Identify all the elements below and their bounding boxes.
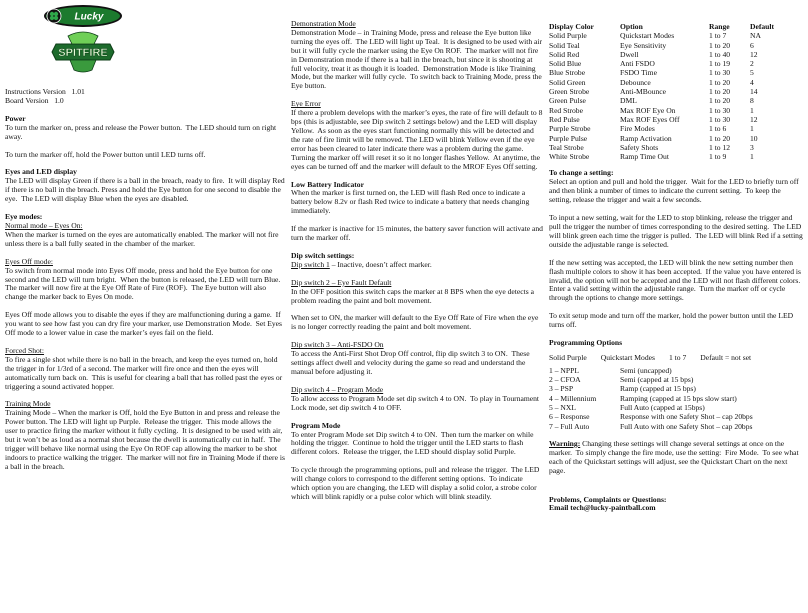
prog-option-name: 4 – Millennium (549, 393, 597, 403)
change-setting-heading: To change a setting: (549, 168, 614, 178)
dip-switch-2-text-1: In the OFF position this switch caps the marker at 8 BPS when the eye detects a problem reading the paint and bolt movement. (291, 286, 536, 305)
forced-shot-heading: Forced Shot: (5, 345, 45, 355)
dip-switch-1-heading: Dip switch 1 (291, 259, 330, 269)
cell-display-color: Solid Blue (549, 59, 582, 69)
settings-table-row (549, 41, 790, 50)
eyes-off-text-2: Eyes Off mode allows you to disable the eyes if they are malfunctioning during a game. If you want to see how fast you can dry fire your marker, use Demonstration Mode. Set Eyes Off mode to a lower value in case the marker’s eyes fail on the field. (5, 310, 284, 338)
forced-shot-text: To fire a single shot while there is no ball in the breach, and keep the eyes turned on, hold the trigger in for 1/3rd of a second. The marker will fire once and then the eyes will automatically turn back on. This is useful for clearing a ball that has rolled past the eyes or triggering a sound activated hopper. (5, 354, 285, 391)
change-setting-text-2: To input a new setting, wait for the LED to stop blinking, release the trigger and pull the trigger the number of times corresponding to the desired setting. The LED will blink green each time the trigger is pulled. The LED will blink Red if a setting outside the adjustable range is selected. (549, 213, 805, 249)
column-right (549, 0, 804, 613)
cell-range: 1 to 20 (709, 40, 731, 50)
demo-mode-heading: Demonstration Mode (291, 19, 356, 28)
training-mode-text: Training Mode – When the marker is Off, hold the Eye Button in and press and release the Power button. The LED will light up Purple. Release the trigger. This mode allows the user to practice firing the marker without it fully cycling. It is designed to be used with air, but it won’t be as loud as a normal shot because the dwell is automatically cut in half. The trigger will behave like normal using the Eye On ROF cap allowing the marker to be shot indoors to practice walking the trigger. The marker will not fire in Training Mode if there is a ball in the breach. (5, 408, 287, 471)
cell-range: 1 to 30 (709, 105, 731, 115)
settings-table-row (549, 96, 790, 105)
prog-option-description: Response with one Safety Shot – cap 20bps (620, 412, 753, 422)
cell-range: 1 to 9 (709, 152, 727, 162)
lucky-logo (43, 4, 123, 28)
cell-option: Ramp Time Out (620, 152, 669, 162)
power-heading: Power (5, 113, 26, 123)
prog-option-description: Semi (capped at 15 bps) (620, 375, 694, 385)
warning-label: Warning: (549, 438, 581, 448)
low-battery-text-2: If the marker is inactive for 15 minutes, the battery saver function will activate and turn the marker off. (291, 224, 545, 243)
settings-table-row (549, 78, 790, 87)
prog-option-description: Ramp (capped at 15 bps) (620, 384, 696, 394)
prog-header-default: Default = not set (700, 352, 752, 362)
cell-option: FSDO Time (620, 68, 657, 78)
prog-option-name: 5 – NXL (549, 403, 576, 413)
cell-default: 2 (750, 59, 754, 69)
prog-option-description: Full Auto (capped at 15bps) (620, 403, 705, 413)
settings-table-row (549, 143, 790, 152)
cell-range: 1 to 20 (709, 87, 731, 97)
cell-option: Fire Modes (620, 124, 655, 134)
cell-option: Eye Sensitivity (620, 40, 667, 50)
settings-table-row (549, 68, 790, 77)
lucky-logo-text: Lucky (74, 11, 104, 23)
cell-display-color: Solid Green (549, 77, 586, 87)
dip-switch-3-text: To access the Anti-First Shot Drop Off control, flip dip switch 3 to ON. These settings affect dwell and velocity during the game so read and understand the manual before adjusting it. (291, 349, 532, 376)
demo-mode-text: Demonstration Mode – in Training Mode, press and release the Eye button like turning the eyes off. The LED will light up Teal. It is designed to be used with air but it will fully cycle the marker using the Eye On ROF. The marker will not fire in Demonstration mode if there is a ball in the breach, but since it is shooting at full velocity, treat it as though it is loaded. Demonstration Mode is like Training Mode, but the marker will fully cycle. To switch back to Training Mode, press the Eye button. (291, 27, 544, 91)
cell-display-color: Solid Red (549, 49, 580, 59)
dip-switch-4-heading: Dip switch 4 – Program Mode (291, 384, 384, 394)
dip-switch-4-text: To allow access to Program Mode set dip switch 4 to ON. To play in Tournament Lock mode, set dip switch 4 to OFF. (291, 393, 541, 412)
program-mode-text-2: To cycle through the programming options, pull and release the trigger. The LED will change colors to correspond to the different setting options. To indicate which option you are changing, the LED will display a solid color, a strobe color which will blink rapidly or a pulse color which will blink steadily. (291, 465, 542, 501)
col-header-option: Option (620, 22, 643, 31)
cell-default: 14 (750, 87, 758, 97)
warning-text: Changing these settings will change several settings at once on the marker. To simply change the fire mode, use the setting: Fire Mode. To see what each of the Quickstart settings will adjust, see the Quickstart Chart on the next page. (549, 438, 801, 475)
prog-option-name: 6 – Response (549, 412, 590, 422)
dip-switch-3-heading: Dip switch 3 – Anti-FSDO On (291, 340, 384, 350)
cell-range: 1 to 12 (709, 142, 731, 152)
dip-switch-1-text: – Inactive, doesn’t affect marker. (329, 259, 432, 269)
programming-option-row (549, 422, 753, 431)
eye-error-heading: Eye Error (291, 99, 321, 109)
dip-switch-heading: Dip switch settings: (291, 250, 355, 260)
cell-display-color: Green Pulse (549, 96, 586, 106)
eye-modes-heading: Eye modes: (5, 212, 43, 222)
programming-option-row (549, 366, 753, 375)
cell-default: 1 (750, 152, 754, 162)
cell-default: 12 (750, 114, 758, 124)
prog-option-description: Ramping (capped at 15 bps slow start) (620, 393, 737, 403)
prog-option-description: Semi (uncapped) (620, 365, 672, 375)
spitfire-logo-text: SPITFIRE (58, 47, 108, 59)
programming-options-header (549, 354, 804, 363)
cell-default: 4 (750, 77, 754, 87)
programming-option-row (549, 412, 753, 421)
normal-mode-heading: Normal mode – Eyes On: (5, 220, 83, 230)
cell-option: Max ROF Eye On (620, 105, 676, 115)
support-email: Email tech@lucky-paintball.com (549, 503, 656, 513)
cell-option: Debounce (620, 77, 651, 87)
settings-table-row (549, 59, 790, 68)
col-header-default: Default (750, 22, 775, 31)
change-setting-text-3: If the new setting was accepted, the LED will blink the new setting number then flash multiple colors to show it has been accepted. If the value you have entered is invalid, the option will not be accepted and the LED will not flash different colors. Enter a valid setting within the adjustable range. Turn the marker off or cycle through the options to change more settings. (549, 257, 805, 303)
settings-table-row (549, 50, 790, 59)
settings-table-row (549, 87, 790, 96)
prog-option-description: Full Auto with one Safety Shot – cap 20bps (620, 421, 753, 431)
prog-option-name: 3 – PSP (549, 384, 574, 394)
power-text-1: To turn the marker on, press and release the Power button. The LED should turn on right away. (5, 122, 279, 141)
cell-option: Max ROF Eyes Off (620, 114, 680, 124)
cell-range: 1 to 20 (709, 133, 731, 143)
cell-display-color: Solid Purple (549, 31, 587, 41)
warning-paragraph (549, 440, 804, 476)
cell-option: DML (620, 96, 637, 106)
programming-option-row (549, 375, 753, 384)
eyes-off-text-1: To switch from normal mode into Eyes Off mode, press and hold the Eye button for one second and the LED will turn bright. When the button is released, the LED will turn Blue. The marker will now fire at the Eye Off Rate of Fire (ROF). The Eye button will also change the marker back to Eyes On mode. (5, 265, 284, 302)
col-header-range: Range (709, 22, 730, 31)
cell-default: 10 (750, 133, 758, 143)
dip-switch-2-text-2: When set to ON, the marker will default to the Eye Off Rate of Fire when the eye is no longer correctly reading the paint and bolt movement. (291, 313, 541, 332)
cell-default: 3 (750, 142, 754, 152)
logo-area (5, 0, 285, 83)
prog-header-range: 1 to 7 (668, 352, 687, 362)
settings-table-row (549, 115, 790, 124)
eyes-led-text: The LED will display Green if there is a ball in the breach, ready to fire. It will display Red if there is no ball in the breach. Press and hold the Eye button for one second to disable the eye. The LED will display Blue when the eyes are disabled. (5, 176, 287, 204)
program-mode-heading: Program Mode (291, 420, 341, 430)
cell-option: Ramp Activation (620, 133, 672, 143)
cell-option: Anti FSDO (620, 59, 655, 69)
cell-option: Anti-MBounce (620, 87, 666, 97)
cell-default: NA (750, 31, 761, 41)
settings-table-row (549, 134, 790, 143)
settings-table-row (549, 152, 790, 161)
cell-default: 1 (750, 124, 754, 134)
cell-display-color: Red Strobe (549, 105, 583, 115)
instructions-version: Instructions Version 1.01 (5, 87, 85, 96)
board-version: Board Version 1.0 (5, 95, 64, 105)
cell-display-color: Red Pulse (549, 114, 580, 124)
programming-option-row (549, 403, 753, 412)
spitfire-logo (48, 30, 118, 74)
cell-option: Safety Shots (620, 142, 659, 152)
cell-range: 1 to 7 (709, 31, 727, 41)
cell-default: 5 (750, 68, 754, 78)
cell-display-color: Blue Strobe (549, 68, 586, 78)
cell-display-color: Purple Pulse (549, 133, 588, 143)
settings-table-row (549, 124, 790, 133)
prog-header-color: Solid Purple (549, 352, 587, 362)
cell-display-color: Teal Strobe (549, 142, 584, 152)
settings-table-row (549, 106, 790, 115)
cell-option: Quickstart Modes (620, 31, 675, 41)
cell-option: Dwell (620, 49, 639, 59)
prog-option-name: 7 – Full Auto (549, 421, 590, 431)
dip-switch-1-line (291, 261, 543, 270)
eyes-off-heading: Eyes Off mode: (5, 256, 53, 266)
programming-options-body (549, 366, 753, 431)
program-mode-text-1: To enter Program Mode set Dip switch 4 to ON. Then turn the marker on while holding the trigger. Continue to hold the trigger until the LED starts to flash different colors. Release the trigger, the LED should display solid Purple. (291, 429, 536, 457)
programming-option-row (549, 394, 753, 403)
cell-display-color: Green Strobe (549, 87, 590, 97)
column-left (5, 0, 285, 613)
settings-table (549, 22, 790, 161)
low-battery-heading: Low Battery Indicator (291, 179, 364, 189)
cell-range: 1 to 40 (709, 49, 731, 59)
cell-range: 1 to 19 (709, 59, 731, 69)
cell-range: 1 to 20 (709, 96, 731, 106)
change-setting-text-1: Select an option and pull and hold the trigger. Wait for the LED to briefly turn off and then blink a number of times to indicate the current setting. To keep the setting, release the trigger and wait a few seconds. (549, 177, 801, 205)
programming-options-table (549, 366, 753, 431)
cell-display-color: Purple Strobe (549, 124, 591, 134)
cell-default: 6 (750, 40, 754, 50)
settings-table-body (549, 31, 790, 161)
cell-default: 8 (750, 96, 754, 106)
cell-range: 1 to 30 (709, 68, 731, 78)
prog-option-name: 2 – CFOA (549, 375, 581, 385)
col-header-display-color: Display Color (549, 22, 594, 31)
cell-display-color: White Strobe (549, 152, 590, 162)
prog-option-name: 1 – NPPL (549, 365, 579, 375)
dip-switch-2-heading: Dip switch 2 – Eye Fault Default (291, 277, 392, 287)
settings-table-header (549, 22, 790, 31)
cell-default: 1 (750, 105, 754, 115)
problems-heading: Problems, Complaints or Questions: (549, 494, 667, 504)
cell-display-color: Solid Teal (549, 40, 580, 50)
programming-option-row (549, 384, 753, 393)
change-setting-text-4: To exit setup mode and turn off the marker, hold the power button until the LED turns off. (549, 311, 795, 330)
prog-header-option: Quickstart Modes (600, 352, 655, 362)
eyes-led-heading: Eyes and LED display (5, 167, 77, 177)
programming-options-heading: Programming Options (549, 338, 623, 348)
eye-error-text: If there a problem develops with the marker’s eyes, the rate of fire will default to 8 bps (this is adjustable, see Dip switch 2 settings below) and the LED will display Yellow. As soon as the eyes start functioning normally this will be detected and the rate of fire limit will be removed. The LED will blink Yellow even if the eye error has been cleared to later indicate there was a problem during the game. Turning the marker off will reset it so it no longer flashes Yellow. At anytime, the eyes can be turned off and the marker will default to the MROF Eyes Off setting. (291, 108, 545, 171)
cell-range: 1 to 6 (709, 124, 727, 134)
settings-table-row (549, 31, 790, 40)
power-text-2: To turn the marker off, hold the Power button until LED turns off. (5, 149, 206, 159)
normal-mode-text: When the marker is turned on the eyes are automatically enabled. The marker will not fire unless there is a ball fully seated in the chamber of the marker. (5, 229, 281, 248)
cell-default: 12 (750, 49, 758, 59)
low-battery-text-1: When the marker is first turned on, the LED will flash Red once to indicate a battery below 8.2v or flash Red twice to indicate a battery that needs changing immediately. (291, 188, 532, 216)
cell-range: 1 to 20 (709, 77, 731, 87)
training-mode-heading: Training Mode (5, 399, 51, 409)
column-middle (291, 0, 543, 613)
cell-range: 1 to 30 (709, 114, 731, 124)
